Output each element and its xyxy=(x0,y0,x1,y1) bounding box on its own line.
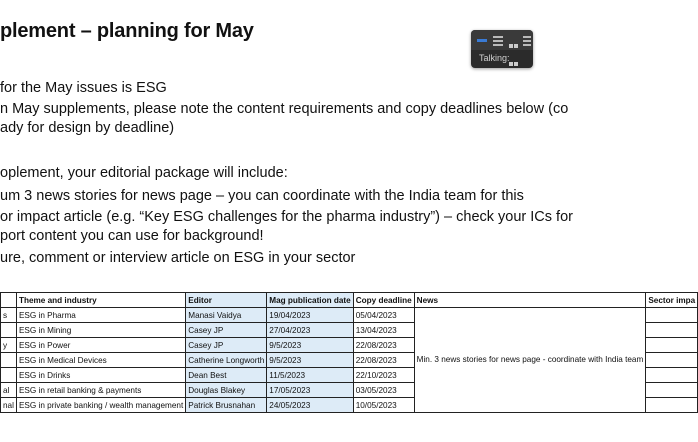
cell-sector-impact xyxy=(646,398,698,413)
body-line-3: ady for design by deadline) xyxy=(0,120,175,136)
body-line-8: ure, comment or interview article on ESG in your sector xyxy=(0,250,356,266)
cell-sector xyxy=(1,353,17,368)
cell-pub-date: 27/04/2023 xyxy=(267,323,353,338)
header-theme: Theme and industry xyxy=(16,293,185,308)
body-line-7: port content you can use for background! xyxy=(0,228,264,244)
body-line-4: oplement, your editorial package will include: xyxy=(0,165,288,181)
cell-news-note: Min. 3 news stories for news page - coordinate with India team xyxy=(414,308,646,413)
body-line-2: n May supplements, please note the content requirements and copy deadlines below (co xyxy=(0,101,569,117)
cell-sector-impact xyxy=(646,338,698,353)
cell-sector: y xyxy=(1,338,17,353)
supplement-schedule-table xyxy=(0,292,698,413)
cell-deadline: 22/08/2023 xyxy=(353,338,414,353)
cell-editor: Manasi Vaidya xyxy=(186,308,267,323)
body-line-1: for the May issues is ESG xyxy=(0,80,167,96)
cell-theme: ESG in Pharma xyxy=(16,308,185,323)
cell-theme: ESG in Drinks xyxy=(16,368,185,383)
cell-theme: ESG in Medical Devices xyxy=(16,353,185,368)
page-title: plement – planning for May xyxy=(0,20,254,42)
cell-deadline: 13/04/2023 xyxy=(353,323,414,338)
cell-deadline: 10/05/2023 xyxy=(353,398,414,413)
cell-sector-impact xyxy=(646,308,698,323)
cell-editor: Catherine Longworth xyxy=(186,353,267,368)
cell-editor: Patrick Brusnahan xyxy=(186,398,267,413)
widget-toolbar xyxy=(471,30,533,50)
cell-deadline: 22/08/2023 xyxy=(353,353,414,368)
cell-pub-date: 9/5/2023 xyxy=(267,353,353,368)
cell-editor: Dean Best xyxy=(186,368,267,383)
cell-deadline: 03/05/2023 xyxy=(353,383,414,398)
grid-icon[interactable] xyxy=(509,36,519,44)
cell-pub-date: 11/5/2023 xyxy=(267,368,353,383)
cell-sector-impact xyxy=(646,353,698,368)
talking-label: Talking: xyxy=(479,53,510,63)
list-icon[interactable] xyxy=(493,36,503,44)
cell-pub-date: 24/05/2023 xyxy=(267,398,353,413)
body-line-5: um 3 news stories for news page – you can coordinate with the India team for this xyxy=(0,188,524,204)
cell-pub-date: 9/5/2023 xyxy=(267,338,353,353)
cell-sector-impact xyxy=(646,368,698,383)
cell-sector-impact xyxy=(646,383,698,398)
table-row xyxy=(1,308,698,323)
minimize-icon[interactable] xyxy=(477,36,487,44)
header-sector xyxy=(1,293,17,308)
cell-editor: Douglas Blakey xyxy=(186,383,267,398)
cell-theme: ESG in Power xyxy=(16,338,185,353)
cell-theme: ESG in Mining xyxy=(16,323,185,338)
header-sector-impact: Sector impa xyxy=(646,293,698,308)
cell-sector: al xyxy=(1,383,17,398)
cell-editor: Casey JP xyxy=(186,323,267,338)
table-header-row xyxy=(1,293,698,308)
cell-editor: Casey JP xyxy=(186,338,267,353)
cell-pub-date: 17/05/2023 xyxy=(267,383,353,398)
cell-sector-impact xyxy=(646,323,698,338)
header-deadline: Copy deadline xyxy=(353,293,414,308)
header-news: News xyxy=(414,293,646,308)
header-pub-date: Mag publication date xyxy=(267,293,353,308)
cell-pub-date: 19/04/2023 xyxy=(267,308,353,323)
cell-deadline: 05/04/2023 xyxy=(353,308,414,323)
body-line-6: or impact article (e.g. “Key ESG challenges for the pharma industry”) – check your ICs for xyxy=(0,209,573,225)
cell-sector xyxy=(1,323,17,338)
header-editor: Editor xyxy=(186,293,267,308)
cell-theme: ESG in retail banking & payments xyxy=(16,383,185,398)
talking-widget[interactable] xyxy=(471,30,533,68)
cell-theme: ESG in private banking / wealth management xyxy=(16,398,185,413)
cell-sector: s xyxy=(1,308,17,323)
cell-sector: nal xyxy=(1,398,17,413)
cell-sector xyxy=(1,368,17,383)
menu-icon[interactable] xyxy=(523,36,533,44)
cell-deadline: 22/10/2023 xyxy=(353,368,414,383)
